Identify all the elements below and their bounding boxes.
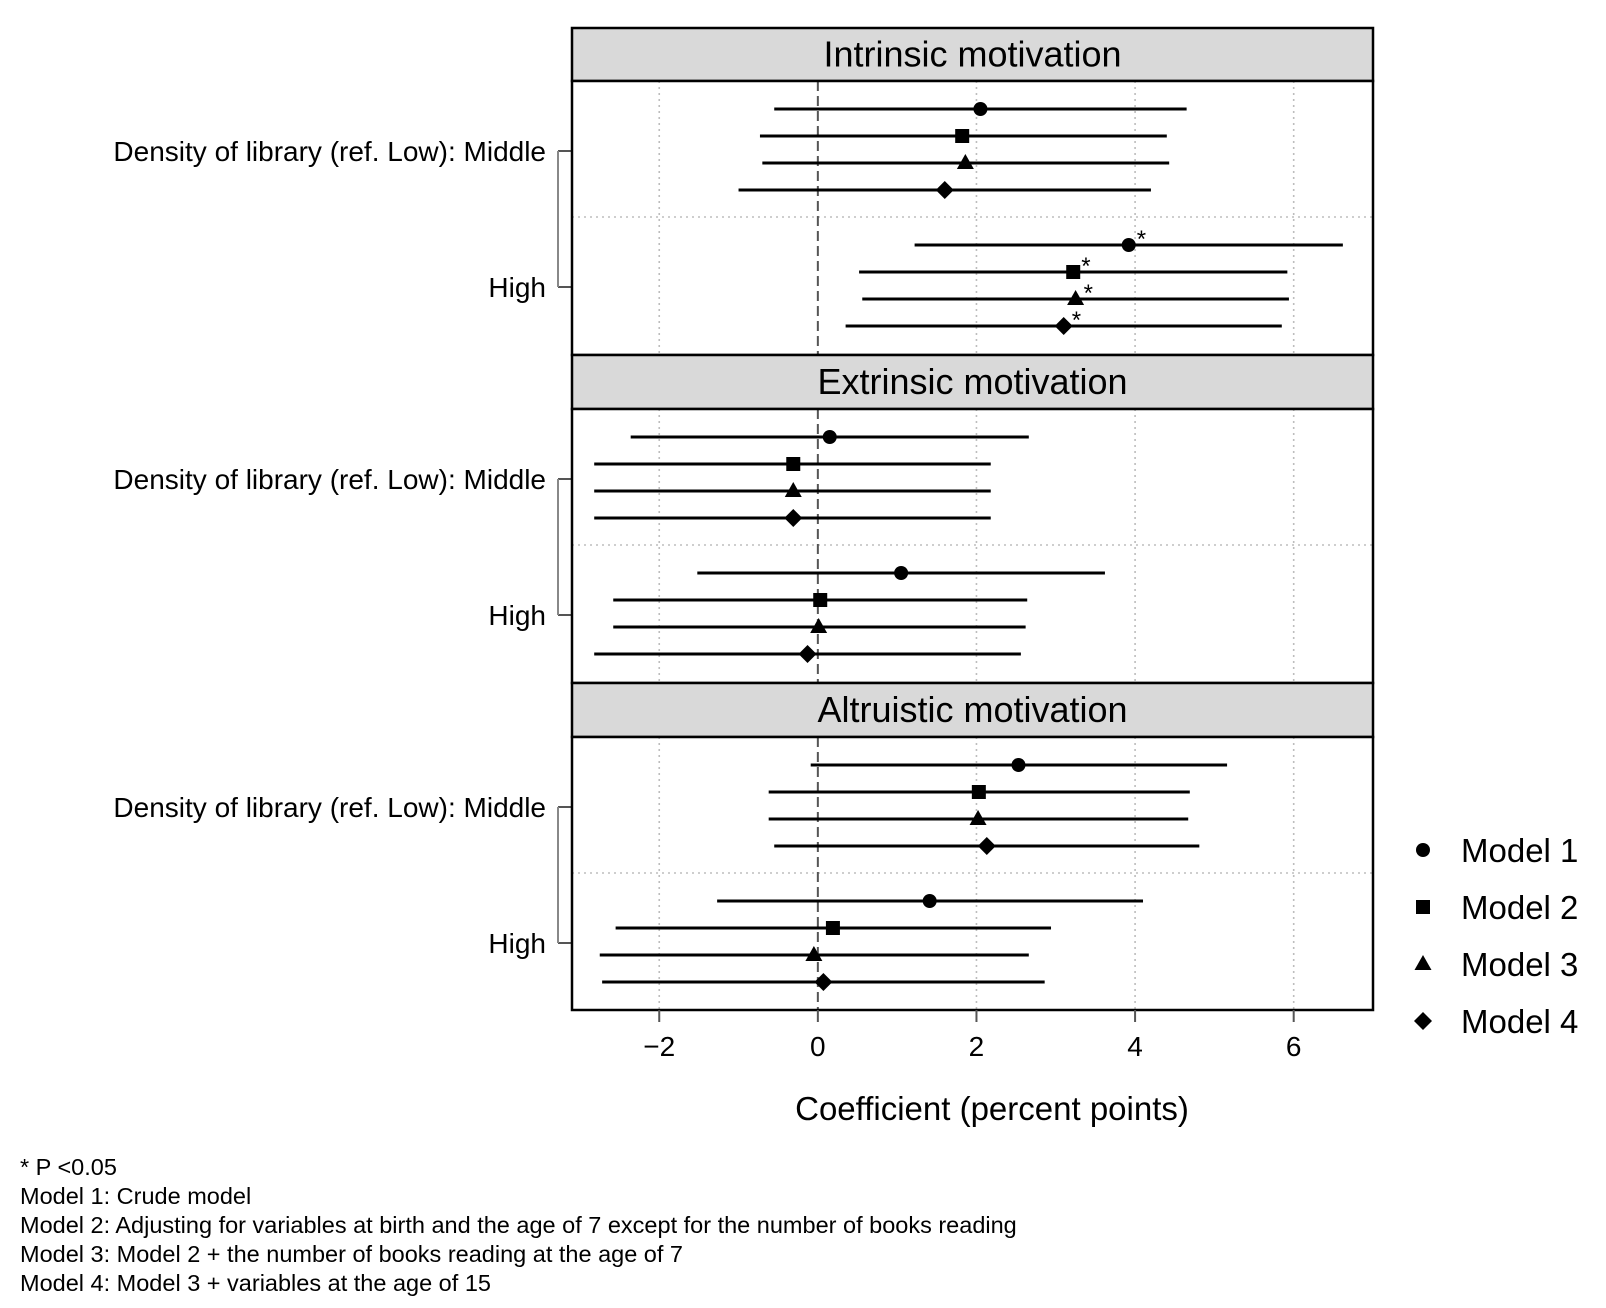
y-tick-label: Density of library (ref. Low): Middle — [113, 136, 546, 167]
point-marker — [955, 129, 969, 143]
panels — [113, 28, 1373, 1010]
legend-key — [1414, 1012, 1432, 1030]
legend-label: Model 2 — [1461, 889, 1579, 926]
panel-2 — [113, 355, 1373, 683]
point-marker — [1066, 265, 1080, 279]
y-tick-label: Density of library (ref. Low): Middle — [113, 464, 546, 495]
legend-key — [1415, 955, 1432, 970]
panel-3 — [113, 683, 1373, 1010]
panel-1 — [113, 28, 1373, 355]
legend — [1414, 832, 1578, 1040]
point-marker — [923, 894, 937, 908]
significance-star: * — [1071, 307, 1082, 334]
footnote-line: Model 1: Crude model — [20, 1183, 252, 1209]
point-marker — [972, 785, 986, 799]
panel-title: Intrinsic motivation — [823, 33, 1122, 75]
point-marker — [786, 457, 800, 471]
point-marker — [823, 430, 837, 444]
footnote-line: Model 3: Model 2 + the number of books reading at the age of 7 — [20, 1241, 684, 1267]
y-tick-label: High — [488, 928, 546, 959]
x-tick-label: 6 — [1285, 1031, 1302, 1062]
point-marker — [1122, 238, 1136, 252]
x-tick-label: 2 — [968, 1031, 985, 1062]
panel-title: Altruistic motivation — [817, 689, 1128, 730]
legend-key — [1416, 843, 1430, 857]
point-marker — [973, 102, 987, 116]
footnote-line: * P <0.05 — [20, 1154, 117, 1180]
legend-key — [1416, 900, 1430, 914]
y-tick-label: High — [488, 272, 546, 303]
panel-title: Extrinsic motivation — [817, 361, 1128, 402]
y-tick-label: Density of library (ref. Low): Middle — [113, 792, 546, 823]
footnote-line: Model 4: Model 3 + variables at the age of 15 — [20, 1270, 491, 1296]
point-marker — [813, 593, 827, 607]
legend-label: Model 3 — [1461, 946, 1579, 983]
significance-star: * — [1081, 253, 1091, 280]
footnotes — [20, 1154, 1017, 1296]
point-marker — [894, 566, 908, 580]
y-tick-label: High — [488, 600, 546, 631]
significance-star: * — [1136, 226, 1147, 253]
x-axis — [643, 1010, 1301, 1062]
legend-label: Model 4 — [1461, 1003, 1579, 1040]
x-tick-label: −2 — [643, 1031, 676, 1062]
significance-star: * — [1083, 280, 1093, 307]
x-tick-label: 0 — [810, 1031, 826, 1062]
legend-label: Model 1 — [1461, 832, 1579, 869]
point-marker — [1011, 758, 1025, 772]
x-axis-title: Coefficient (percent points) — [795, 1090, 1189, 1127]
point-marker — [826, 921, 840, 935]
x-tick-label: 4 — [1127, 1031, 1143, 1062]
footnote-line: Model 2: Adjusting for variables at birth and the age of 7 except for the number of books reading — [20, 1212, 1017, 1238]
